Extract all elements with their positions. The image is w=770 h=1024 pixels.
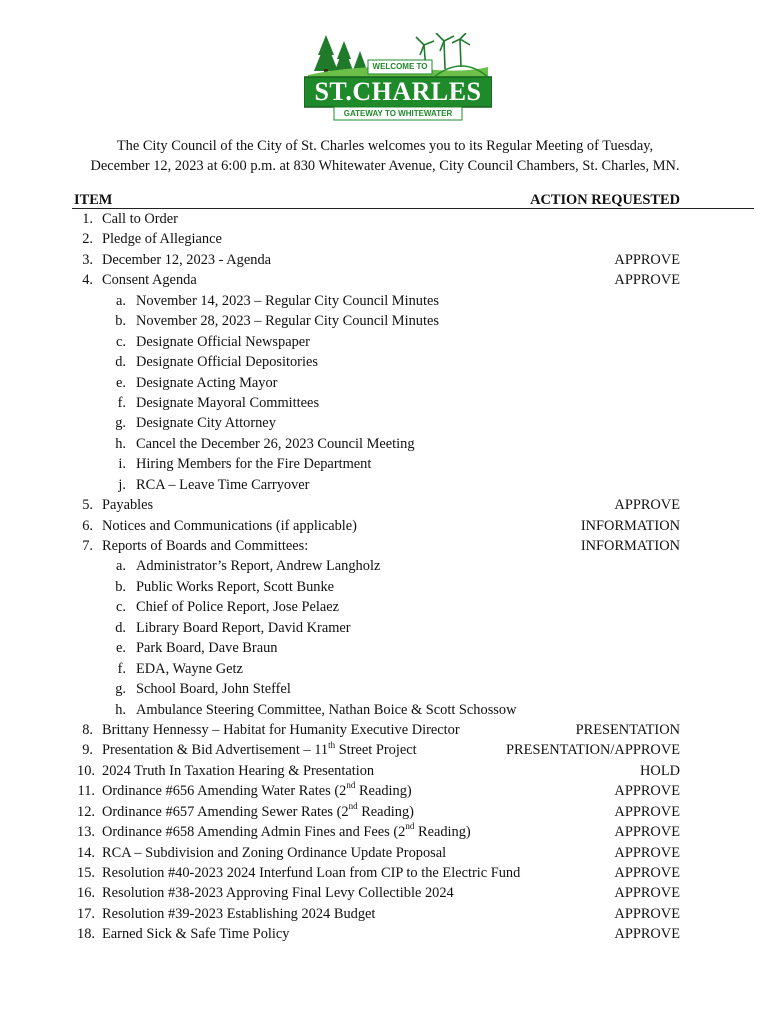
logo-city-name: ST.CHARLES [314,77,482,106]
agenda-item [0,843,770,863]
agenda-item-number: 16. [77,885,95,902]
action-requested: INFORMATION [580,517,680,534]
action-requested: APPROVE [614,885,680,902]
agenda-item-title [102,802,414,822]
agenda-item-number: 12. [77,803,95,820]
ordinal-suffix: nd [405,821,415,832]
action-requested: APPROVE [614,905,680,922]
intro-line-1: The City Council of the City of St. Charles welcomes you to its Regular Meeting of Tuesday, [116,138,654,154]
agenda-item-text-end: Reading) [355,783,412,800]
agenda-subitem-text: Administrator’s Report, Andrew Langholz [136,558,381,575]
agenda-item-number: 15. [77,865,95,881]
agenda-item-text-end: Reading) [357,803,414,820]
agenda-subitem-text: Hiring Members for the Fire Department [136,456,372,473]
agenda-item [0,516,770,536]
agenda-subitem [0,618,770,638]
agenda-item-text: Resolution #40-2023 2024 Interfund Loan from CIP to the Electric Fund [102,865,521,881]
agenda-item-title [102,720,460,740]
action-requested: APPROVE [614,865,680,881]
agenda-subitem [0,577,770,597]
agenda-item-text: RCA – Subdivision and Zoning Ordinance Update Proposal [102,844,447,861]
action-requested: APPROVE [614,783,680,800]
agenda-subitem [0,659,770,679]
agenda-subitem-text: Designate Official Newspaper [136,333,310,350]
agenda-item-text-end: Street Project [335,742,417,759]
agenda-subitem-text: Public Works Report, Scott Bunke [136,578,335,595]
agenda-item-text: Presentation & Bid Advertisement – 11 [102,742,329,759]
agenda-item-number: 8. [82,721,93,738]
agenda-item-text: Payables [102,497,154,514]
agenda-subitem-letter: i. [118,456,126,473]
agenda-item-title [102,209,178,229]
agenda-subitem-text: Park Board, Dave Braun [136,640,278,657]
agenda-subitem [0,393,770,413]
agenda-item-title [102,843,446,863]
agenda-subitem [0,475,770,495]
agenda-subitem [0,291,770,311]
logo-tagline: GATEWAY TO WHITEWATER [343,109,453,118]
action-requested: INFORMATION [580,538,680,554]
agenda-item-number: 4. [82,272,93,289]
agenda-item-number: 7. [82,538,93,554]
agenda-subitem-text: RCA – Leave Time Carryover [136,476,310,493]
agenda-subitem [0,679,770,699]
action-requested: APPROVE [614,803,680,820]
action-column-header: ACTION REQUESTED [530,192,680,208]
agenda-subitem-text: Ambulance Steering Committee, Nathan Boice & Scott Schossow [136,701,517,718]
agenda-subitem-text: School Board, John Steffel [136,681,291,698]
action-requested: APPROVE [614,844,680,861]
agenda-subitem-letter: e. [116,374,126,391]
agenda-item-text: 2024 Truth In Taxation Hearing & Presentation [102,762,375,779]
agenda-item-title [102,229,222,249]
agenda-item-text: Resolution #39-2023 Establishing 2024 Budget [102,905,376,922]
agenda-subitem-letter: d. [115,619,126,636]
agenda-item [0,781,770,801]
action-requested: APPROVE [614,272,680,289]
agenda-subitem-letter: a. [116,292,126,309]
action-requested: PRESENTATION [575,721,680,738]
agenda-item [0,924,770,944]
agenda-item-text-end: Reading) [414,824,471,841]
agenda-subitem-letter: j. [118,476,126,493]
agenda-item-text: Earned Sick & Safe Time Policy [102,926,290,943]
agenda-subitem-letter: g. [115,681,126,698]
action-requested: APPROVE [614,251,680,268]
agenda-subitem [0,597,770,617]
agenda-subitem [0,700,770,720]
agenda-item-text: Resolution #38-2023 Approving Final Levy Collectible 2024 [102,885,454,902]
agenda-item-text: Ordinance #658 Amending Admin Fines and Fees (2 [102,824,406,841]
agenda-subitem-letter: f. [117,660,126,677]
agenda-item [0,536,770,556]
action-requested: PRESENTATION/APPROVE [506,742,680,759]
ordinal-suffix: th [328,739,336,750]
agenda-item-text: Pledge of Allegiance [102,231,222,248]
agenda-item [0,250,770,270]
agenda-item-number: 10. [77,762,95,779]
agenda-item-number: 14. [77,844,95,861]
agenda-item-text: Brittany Hennessy – Habitat for Humanity Executive Director [102,721,460,738]
agenda-item-title [102,863,520,883]
meeting-intro [40,136,730,176]
agenda-item [0,740,770,760]
agenda-item-title [102,495,153,515]
agenda-subitem-text: Designate Official Depositories [136,354,318,371]
action-requested: HOLD [640,762,680,779]
agenda-item-text: Ordinance #657 Amending Sewer Rates (2 [102,803,349,820]
agenda-item-text: Call to Order [102,211,178,227]
agenda-item-title [102,761,374,781]
logo-welcome-text: WELCOME TO [372,62,428,71]
agenda-subitem-text: Designate Acting Mayor [136,374,278,391]
agenda-subitem [0,332,770,352]
agenda-subitem-text: Designate City Attorney [136,415,276,432]
agenda-item-title [102,250,271,270]
agenda-subitem [0,454,770,474]
agenda-item-text: Consent Agenda [102,272,197,289]
agenda-item [0,495,770,515]
agenda-item-number: 2. [82,231,93,248]
agenda-subitem [0,373,770,393]
agenda-item-number: 9. [82,742,93,759]
agenda-item-number: 17. [77,905,95,922]
agenda-subitem [0,434,770,454]
city-logo [304,33,492,121]
agenda-item-number: 6. [82,517,93,534]
agenda-item-title [102,781,412,801]
agenda-item-title [102,924,289,944]
agenda-subitem-letter: a. [116,558,126,575]
agenda-subitem [0,311,770,331]
agenda-item-title [102,536,308,556]
action-requested: APPROVE [614,824,680,841]
agenda-subitem-text: November 28, 2023 – Regular City Council Minutes [136,313,439,330]
agenda-item-title [102,270,197,290]
agenda-subitem [0,413,770,433]
agenda-subitem [0,556,770,576]
agenda-subitem-letter: b. [115,578,126,595]
agenda-item-number: 1. [82,211,93,227]
agenda-item-number: 13. [77,824,95,841]
action-requested: APPROVE [614,926,680,943]
ordinal-suffix: nd [348,800,358,811]
item-column-header: ITEM [74,192,113,208]
agenda-item-text: December 12, 2023 - Agenda [102,251,272,268]
agenda-item-title [102,516,357,536]
agenda-list [0,209,770,945]
agenda-item-number: 5. [82,497,93,514]
agenda-item [0,863,770,883]
agenda-item [0,720,770,740]
agenda-subitem-letter: h. [115,435,126,452]
agenda-item-title [102,740,417,760]
ordinal-suffix: nd [346,780,356,791]
agenda-item [0,822,770,842]
agenda-item-number: 11. [77,783,95,800]
agenda-subitem-text: Cancel the December 26, 2023 Council Meeting [136,435,415,452]
action-requested: APPROVE [614,497,680,514]
agenda-subitem-text: Library Board Report, David Kramer [136,619,351,636]
agenda-item-text: Notices and Communications (if applicable) [102,517,357,534]
agenda-subitem-letter: c. [116,333,126,350]
agenda-item [0,802,770,822]
agenda-item-title [102,883,454,903]
agenda-item [0,883,770,903]
agenda-subitem [0,352,770,372]
agenda-item [0,904,770,924]
agenda-item [0,761,770,781]
agenda-subitem-letter: d. [115,354,126,371]
agenda-item-number: 18. [77,926,95,943]
agenda-subitem-text: November 14, 2023 – Regular City Council Minutes [136,292,439,309]
agenda-subitem-letter: h. [115,701,126,718]
agenda-item-number: 3. [82,251,93,268]
agenda-subitem [0,638,770,658]
agenda-item-text: Reports of Boards and Committees: [102,538,309,554]
agenda-subitem-text: Chief of Police Report, Jose Pelaez [136,599,340,616]
agenda-subitem-text: Designate Mayoral Committees [136,394,320,411]
agenda-subitem-letter: g. [115,415,126,432]
agenda-subitem-letter: e. [116,640,126,657]
agenda-item [0,229,770,249]
agenda-item [0,270,770,290]
agenda-subitem-letter: f. [117,394,126,411]
agenda-subitem-letter: b. [115,313,126,330]
agenda-subitem-text: EDA, Wayne Getz [136,660,243,677]
agenda-item [0,209,770,229]
agenda-subitem-letter: c. [116,599,126,616]
agenda-item-title [102,822,471,842]
agenda-item-text: Ordinance #656 Amending Water Rates (2 [102,783,347,800]
agenda-item-title [102,904,375,924]
intro-line-2: December 12, 2023 at 6:00 p.m. at 830 Whitewater Avenue, City Council Chambers, St. Charles, MN. [90,158,680,174]
